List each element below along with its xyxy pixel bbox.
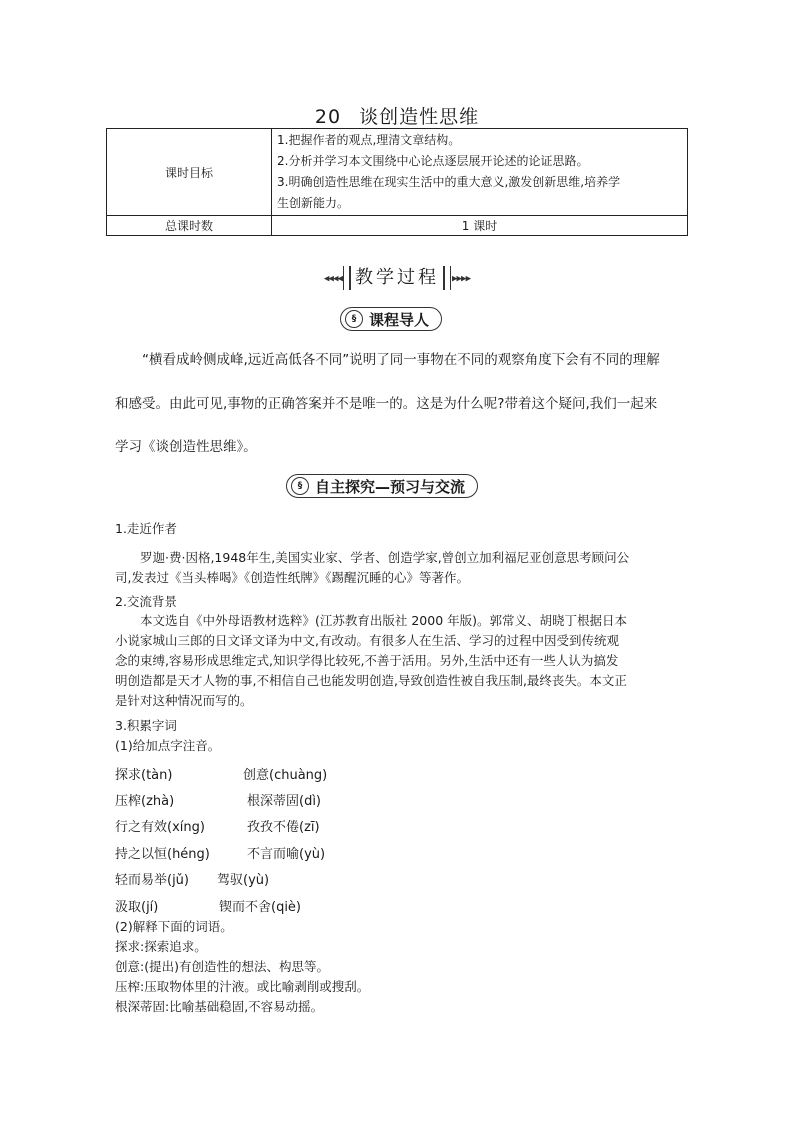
lesson-title	[0, 102, 794, 129]
background-line-5: 是针对这种情况而写的。	[115, 693, 253, 708]
book-badge-icon: §	[345, 310, 363, 328]
goal-item-3-cont: 生创新能力。	[277, 196, 350, 210]
definition-item: 创意:(提出)有创造性的想法、构思等。	[115, 959, 329, 974]
definition-item: 压榨:压取物体里的汁液。或比喻剥削或搜刮。	[115, 979, 370, 994]
goals-cell	[272, 129, 688, 216]
goal-item-3: 3.明确创造性思维在现实生活中的重大意义,激发创新思维,培养学	[277, 175, 621, 189]
intro-line-1: “横看成岭侧成峰,远近高低各不同”说明了同一事物在不同的观察角度下会有不同的理解	[142, 352, 660, 368]
pinyin-item-6b: 锲而不舍(qiè)	[219, 900, 302, 915]
lesson-title-text: 谈创造性思维	[359, 106, 480, 128]
pinyin-item-1b: 创意(chuàng)	[243, 768, 328, 783]
pinyin-item-5a: 轻而易举(jǔ)	[115, 873, 189, 888]
self-explore-label: 自主探究—预习与交流	[315, 477, 466, 496]
pinyin-item-5b: 驾驭(yù)	[217, 873, 270, 888]
hours-label-cell: 总课时数	[107, 216, 272, 236]
right-arrows-icon: ▸▸▸▸	[452, 271, 471, 285]
section-title: 教学过程	[355, 267, 439, 288]
left-arrows-icon: ◂◂◂◂	[323, 271, 342, 285]
course-intro-header	[340, 307, 442, 331]
course-intro-label: 课程导人	[369, 310, 430, 329]
intro-line-3: 学习《谈创造性思维》。	[115, 439, 257, 455]
definition-item: 探求:探索追求。	[115, 939, 207, 954]
hours-value-cell: 1 课时	[272, 216, 688, 236]
pinyin-item-2a: 压榨(zhà)	[115, 794, 175, 809]
pinyin-item-3b: 孜孜不倦(zī)	[247, 820, 320, 835]
teaching-process-banner	[0, 263, 794, 290]
background-line-1: 本文选自《中外母语教材选粹》(江苏教育出版社 2000 年版)。郭常义、胡晓丁根据日本	[140, 613, 628, 628]
pinyin-item-3a: 行之有效(xíng)	[115, 820, 205, 835]
pinyin-item-1a: 探求(tàn)	[115, 768, 173, 783]
background-heading: 2.交流背景	[115, 594, 177, 609]
pinyin-item-2b: 根深蒂固(dì)	[247, 794, 322, 809]
vocab-heading: 3.积累字词	[115, 718, 177, 733]
definitions-list	[115, 937, 681, 1017]
vocab-sub1: (1)给加点字注音。	[115, 738, 221, 753]
self-explore-header	[286, 474, 478, 498]
goal-label-cell: 课时目标	[107, 129, 272, 216]
background-paragraph	[115, 611, 681, 711]
pinyin-item-4b: 不言而喻(yù)	[247, 847, 326, 862]
author-paragraph	[115, 548, 681, 588]
author-line-1: 罗迦·费·因格,1948年生,美国实业家、学者、创造学家,曾创立加利福尼亚创意思考顾问公	[140, 550, 630, 565]
background-line-3: 念的束缚,容易形成思维定式,知识学得比较死,不善于活用。另外,生活中还有一些人认为搞发	[115, 653, 619, 668]
pinyin-item-4a: 持之以恒(héng)	[115, 847, 210, 862]
author-heading: 1.走近作者	[115, 521, 177, 536]
book-badge-icon: §	[291, 477, 309, 495]
author-line-2: 司,发表过《当头棒喝》《创造性纸牌》《踢醒沉睡的心》等著作。	[115, 570, 469, 585]
definition-item: 根深蒂固:比喻基础稳固,不容易动摇。	[115, 999, 324, 1014]
lesson-goals-table	[106, 128, 688, 236]
pinyin-item-6a: 汲取(jí)	[115, 900, 159, 915]
vocab-sub2: (2)解释下面的词语。	[115, 919, 233, 934]
goal-item-1: 1.把握作者的观点,理清文章结构。	[277, 133, 461, 147]
intro-line-2: 和感受。由此可见,事物的正确答案并不是唯一的。这是为什么呢?带着这个疑问,我们一起来	[115, 396, 658, 412]
background-line-2: 小说家城山三郎的日文译文译为中文,有改动。有很多人在生活、学习的过程中因受到传统观	[115, 633, 619, 648]
background-line-4: 明创造都是天才人物的事,不相信自己也能发明创造,导致创造性被自我压制,最终丧失。本文正	[115, 673, 627, 688]
lesson-number: 20	[314, 106, 342, 128]
goal-item-2: 2.分析并学习本文围绕中心论点逐层展开论述的论证思路。	[277, 154, 589, 168]
